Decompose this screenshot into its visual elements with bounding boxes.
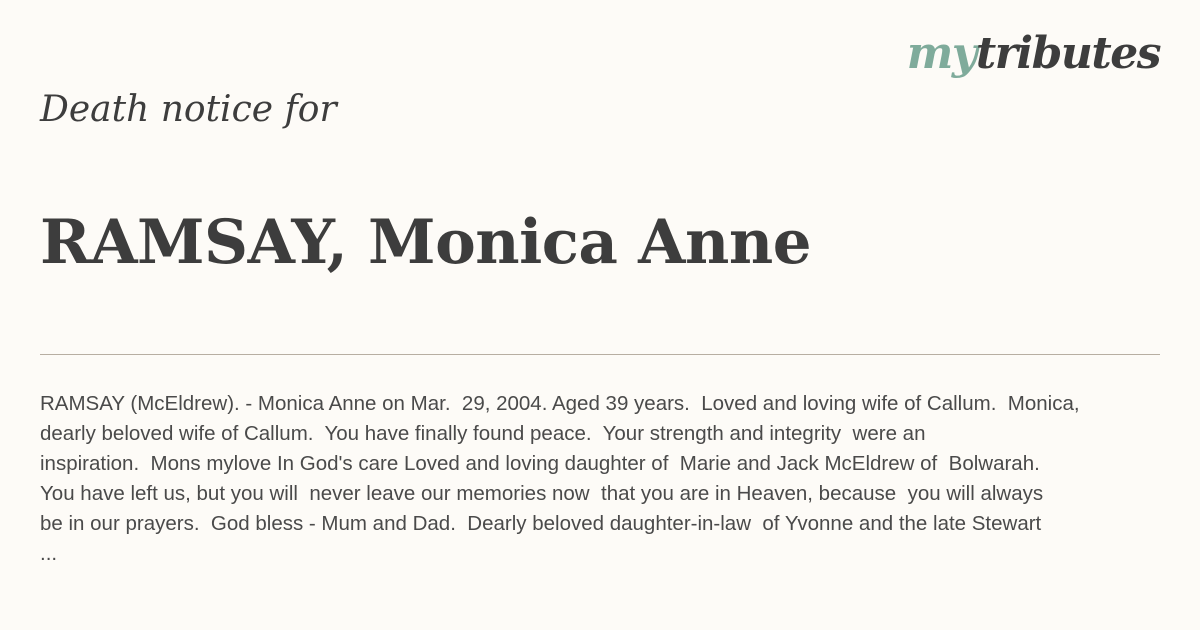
- mytributes-logo[interactable]: [906, 28, 1160, 79]
- notice-line: dearly beloved wife of Callum. You have finally found peace. Your strength and integrity were an: [40, 422, 926, 445]
- logo-suffix: tributes: [975, 28, 1160, 79]
- notice-line: You have left us, but you will never leave our memories now that you are in Heaven, because you will always: [40, 482, 1044, 505]
- logo-prefix: my: [906, 28, 976, 79]
- notice-text: [40, 389, 1160, 569]
- divider: [40, 354, 1160, 355]
- notice-line: RAMSAY (McEldrew). - Monica Anne on Mar. 29, 2004. Aged 39 years. Loved and loving wife of Callum. Monica,: [40, 392, 1080, 415]
- notice-line: be in our prayers. God bless - Mum and Dad. Dearly beloved daughter-in-law of Yvonne and the late Stewart: [40, 512, 1042, 535]
- deceased-name: RAMSAY, Monica Anne: [40, 207, 812, 278]
- page-subtitle: Death notice for: [40, 89, 337, 130]
- notice-ellipsis: ...: [40, 542, 58, 565]
- notice-line: inspiration. Mons mylove In God's care Loved and loving daughter of Marie and Jack McEldrew of Bolwarah.: [40, 452, 1040, 475]
